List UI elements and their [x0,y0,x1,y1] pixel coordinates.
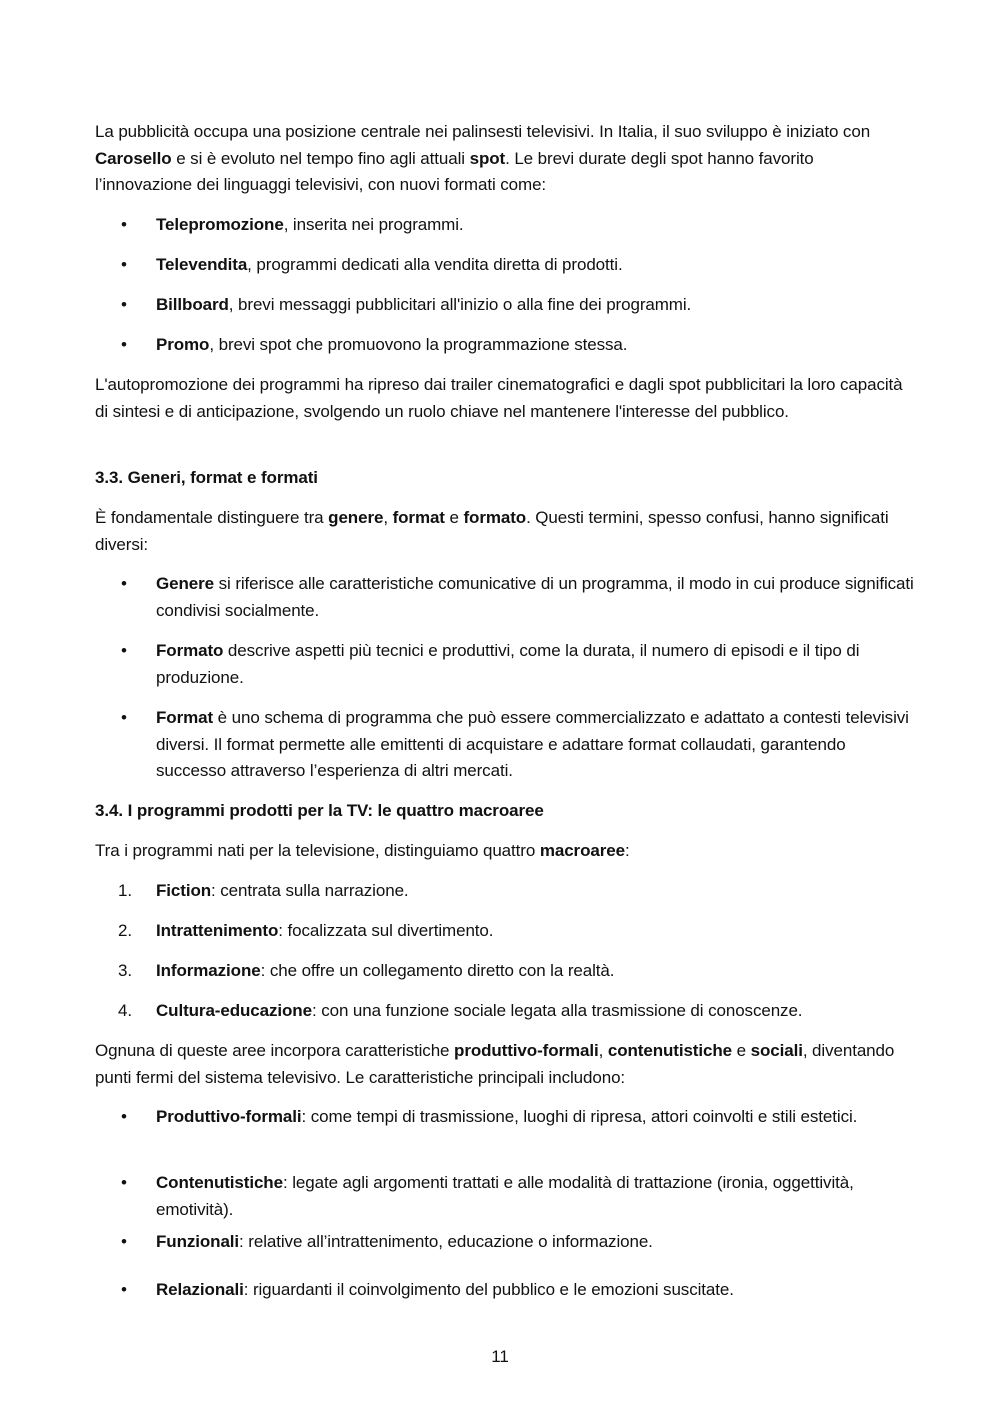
intro-bold-carosello: Carosello [95,148,172,168]
list-item-desc: : centrata sulla narrazione. [211,881,409,900]
intro-paragraph [95,119,910,199]
section-heading-3-3: 3.3. Generi, format e formati [95,468,318,487]
bullet-icon: • [121,1280,127,1299]
list-item-desc: si riferisce alle caratteristiche comunicative di un programma, il modo in cui produce significati condivisi socialmente. [156,574,914,620]
numbered-list-item [156,878,916,905]
bold-term: format [392,508,445,527]
bullet-icon: • [121,255,127,274]
list-item-ad-format [156,212,916,239]
list-item-feature [156,1277,916,1304]
paragraph-text: e [444,508,464,527]
list-item-term: Televendita [156,255,248,274]
section-3-3-paragraph [95,505,910,558]
list-item-desc: è uno schema di programma che può essere commercializzato e adattato a contesti televisivi diversi. Il format permette alle emittenti di acquistare e adattare format collaudati, garantendo successo attraverso l’esperienza di altri mercati. [156,708,909,781]
list-item-feature [156,1104,916,1131]
list-item-term: Contenutistiche [156,1173,283,1192]
intro-text: La pubblicità occupa una posizione centrale nei palinsesti televisivi. In Italia, il suo sviluppo è iniziato con [95,122,871,141]
list-item-term: Funzionali [156,1232,240,1251]
list-item-term: Formato [156,641,224,660]
bullet-icon: • [121,335,127,354]
list-item-desc: : che offre un collegamento diretto con la realtà. [260,961,615,980]
list-item-desc: descrive aspetti più tecnici e produttivi, come la durata, il numero di episodi e il tipo di produzione. [156,641,860,687]
list-item-definition [156,638,916,691]
intro-text: . Le brevi durate degli spot hanno favorito l’innovazione dei linguaggi televisivi, con nuovi formati come: [95,148,814,195]
section-3-4-paragraph [95,838,910,865]
page-number: 11 [491,1347,509,1366]
list-item-term: Telepromozione [156,215,284,234]
list-item-term: Billboard [156,295,229,314]
list-item-feature [156,1229,916,1256]
autopromo-paragraph: L'autopromozione dei programmi ha ripreso dai trailer cinematografici e dagli spot pubblicitari la loro capacità di sintesi e di anticipazione, svolgendo un ruolo chiave nel mantenere l'interesse del pubblico. [95,375,903,421]
list-item-desc: : relative all’intrattenimento, educazione o informazione. [239,1232,653,1251]
list-item-desc: : riguardanti il coinvolgimento del pubblico e le emozioni suscitate. [243,1280,734,1299]
paragraph-text: , [598,1041,608,1060]
list-item-desc: , programmi dedicati alla vendita diretta di prodotti. [247,255,623,274]
list-item-desc: : focalizzata sul divertimento. [278,921,494,940]
list-item-desc: , brevi messaggi pubblicitari all'inizio o alla fine dei programmi. [228,295,692,314]
intro-bold-spot: spot [469,148,506,168]
bullet-icon: • [121,1107,127,1126]
list-item-definition [156,705,916,785]
paragraph-text: Ognuna di queste aree incorpora caratteristiche [95,1041,455,1060]
list-item-desc: , inserita nei programmi. [283,215,464,234]
bold-term: genere [328,508,384,527]
list-number: 3. [118,961,132,980]
list-item-ad-format [156,252,916,279]
bold-term: formato [463,508,527,527]
list-item-term: Format [156,708,214,727]
list-item-ad-format [156,332,916,359]
list-item-term: Relazionali [156,1280,244,1299]
list-number: 4. [118,1001,132,1020]
bold-term: contenutistiche [607,1041,732,1060]
section-heading-3-4: 3.4. I programmi prodotti per la TV: le quattro macroaree [95,801,544,820]
bullet-icon: • [121,1232,127,1251]
paragraph-text: e [731,1041,751,1060]
list-item-term: Genere [156,574,214,593]
bold-term: produttivo-formali [454,1041,599,1060]
paragraph-text: È fondamentale distinguere tra [95,508,329,527]
intro-text: e si è evoluto nel tempo fino agli attuali [171,148,470,168]
bullet-icon: • [121,1173,127,1192]
list-item-term: Fiction [156,881,212,900]
bold-term: sociali [750,1041,803,1060]
numbered-list-item [156,918,916,945]
list-item-definition [156,571,916,624]
paragraph-text: : [624,841,630,860]
list-item-term: Cultura-educazione [156,1001,312,1020]
bullet-icon: • [121,708,127,727]
paragraph-text: , [383,508,393,527]
bullet-icon: • [121,641,127,660]
numbered-list-item [156,958,916,985]
list-number: 2. [118,921,132,940]
list-item-ad-format [156,292,916,319]
bullet-icon: • [121,574,127,593]
list-item-desc: : come tempi di trasmissione, luoghi di ripresa, attori coinvolti e stili estetici. [301,1107,858,1126]
list-item-term: Promo [156,335,210,354]
list-item-desc: : legate agli argomenti trattati e alle modalità di trattazione (ironia, oggettività, emotività). [156,1173,854,1219]
section-3-4-paragraph-2 [95,1038,910,1091]
bold-term: macroaree [539,841,625,860]
paragraph-text: . Questi termini, spesso confusi, hanno significati diversi: [95,508,889,554]
list-item-term: Produttivo-formali [156,1107,302,1126]
list-number: 1. [118,881,132,900]
list-item-term: Informazione [156,961,261,980]
paragraph-text: , diventando punti fermi del sistema televisivo. Le caratteristiche principali includono: [95,1041,895,1087]
numbered-list-item [156,998,916,1025]
list-item-feature [156,1170,916,1223]
bullet-icon: • [121,295,127,314]
list-item-desc: , brevi spot che promuovono la programmazione stessa. [209,335,628,354]
list-item-term: Intrattenimento [156,921,279,940]
list-item-desc: : con una funzione sociale legata alla trasmissione di conoscenze. [311,1001,803,1020]
bullet-icon: • [121,215,127,234]
paragraph-text: Tra i programmi nati per la televisione, distinguiamo quattro [95,841,540,860]
